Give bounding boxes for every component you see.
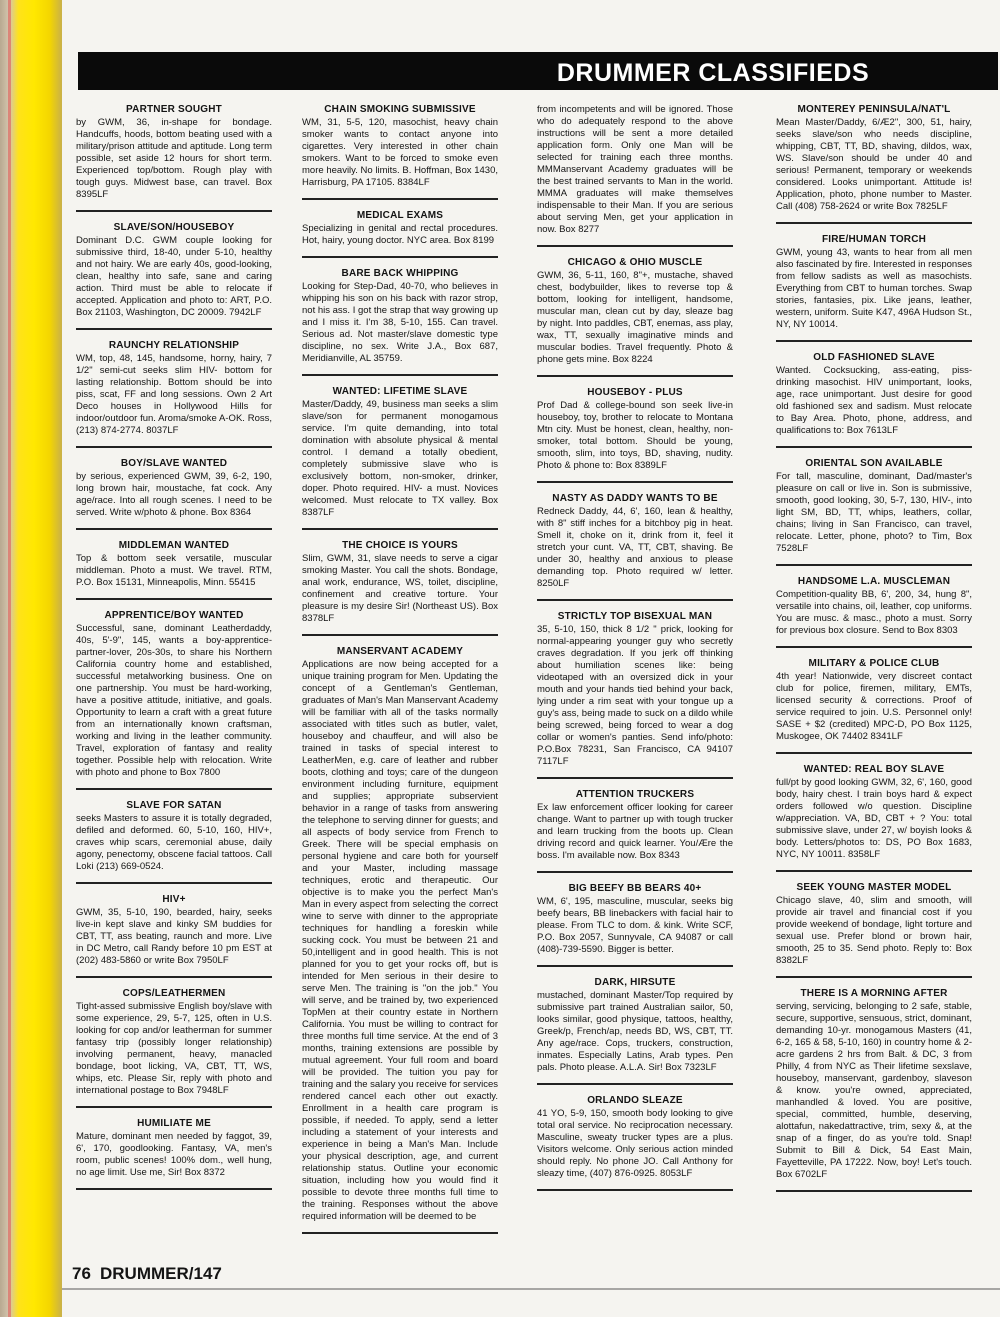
ad-title: STRICTLY TOP BISEXUAL MAN <box>557 611 713 622</box>
ad-title: SLAVE FOR SATAN <box>126 800 222 811</box>
classified-ad <box>537 257 733 366</box>
spine-fold-line <box>8 0 11 1317</box>
ad-body: WM, 6', 195, masculine, muscular, seeks big beefy bears, BB linebackers with facial hair to please. From TLC to dom. & kink. Write SCF, P.O. Box 2057, Sunnyvale, CA 94087 or call (408)-739-5590. Bigger is better. <box>537 896 733 955</box>
ad-title: BARE BACK WHIPPING <box>341 268 459 279</box>
ad-divider <box>537 965 733 967</box>
ad-divider <box>76 598 272 600</box>
ad-body: from incompetents and will be ignored. Those who do adequately respond to the above instructions will be sent a more detailed application form. Only one Man will be selected for training each three months. MMManservant Academy graduates will be the best trained servants to Man in the world. MMMA graduates will make themselves indispensable to their Man. If you are serious about serving Men, get your application in now. Box 8277 <box>537 104 733 235</box>
ad-divider <box>776 870 972 872</box>
ad-body: Looking for Step-Dad, 40-70, who believes in whipping his son on his back with razor strop, not his ass. I got the strap that way growing up and I miss it. I'm 38, 5-10, 155. Can travel. Serious ad. Not master/slave domestic type discipline, no sex. Write J.A., Box 687, Meridianville, AL 35759. <box>302 281 498 364</box>
classified-ad <box>76 104 272 201</box>
ad-body: Redneck Daddy, 44, 6', 160, lean & healthy, with 8" stiff inches for a bitchboy pig in heat. Smell it, choke on it, drink from it, feel it stretch your cunt. VA, TT, CBT, shaving. Be under 30, healthy and anxious to please demanding top. Photo required w/ letter. 8250LF <box>537 506 733 589</box>
classified-ad <box>302 540 498 625</box>
ad-body: For tall, masculine, dominant, Dad/master's pleasure on call or live in. Son is submissive, smooth, good looking, 30, 5-7, 130, HIV-, into light SM, BD, TT, whips, leathers, collar, chains; living in San Francisco, can travel, relocate. Letter, phone, photo? to Tim, Box 7528LF <box>776 471 972 554</box>
ad-title: RAUNCHY RELATIONSHIP <box>108 340 240 351</box>
ad-title: SEEK YOUNG MASTER MODEL <box>796 882 952 893</box>
ad-body: Ex law enforcement officer looking for career change. Want to partner up with tough trucker and learn trucking from the boots up. Clean driving record and quick learner. You/Ære the boss. I'm available now. Box 8343 <box>537 802 733 861</box>
classified-ad <box>302 646 498 1223</box>
ad-divider <box>776 752 972 754</box>
ad-title: WANTED: LIFETIME SLAVE <box>332 386 468 397</box>
ad-divider <box>776 1190 972 1192</box>
ad-title: CHICAGO & OHIO MUSCLE <box>567 257 703 268</box>
ad-title: THERE IS A MORNING AFTER <box>800 988 948 999</box>
ad-divider <box>537 871 733 873</box>
ad-title: HIV+ <box>162 894 186 905</box>
ad-title: SLAVE/SON/HOUSEBOY <box>113 222 235 233</box>
column-2 <box>302 104 498 1244</box>
ad-body: Top & bottom seek versatile, muscular middleman. Photo a must. We travel. RTM, P.O. Box 15131, Minneapolis, Minn. 55415 <box>76 553 272 588</box>
ad-body: full/pt by good looking GWM, 32, 6', 160, good body, hairy chest. I train boys hard & expect orders followed w/o question. Discipline w/appreciation. VA, BD, CBT + ? You: total submissive slave, under 27, w/ boyish looks & body. Letters/photos to: DS, PO Box 1683, NYC, NY 10011. 8358LF <box>776 777 972 860</box>
ad-title: FIRE/HUMAN TORCH <box>821 234 927 245</box>
ad-divider <box>302 1232 498 1234</box>
classified-ad <box>776 658 972 743</box>
ad-body: Prof Dad & college-bound son seek live-in houseboy, toy, brother to relocate to Montana Mtn city. Must be honest, clean, healthy, non-smoker, total bottom. Should be young, smooth, slim, into toys, BD, shaving, nudity. Photo & phone to: Box 8389LF <box>537 400 733 471</box>
classified-ad <box>537 611 733 768</box>
ad-body: WM, top, 48, 145, handsome, horny, hairy, 7 1/2" semi-cut seeks slim HIV- bottom for lasting relationship. Bottom should be into piss, scat, FF and long sessions. Own 2 Art Deco houses in Hollywood Hills for indoor/outdoor fun. Aroma/smoke A-OK. Ross, (213) 874-2774. 8037LF <box>76 353 272 436</box>
ad-divider <box>776 222 972 224</box>
ad-divider <box>76 210 272 212</box>
ad-divider <box>302 256 498 258</box>
ad-divider <box>776 976 972 978</box>
ad-title: PARTNER SOUGHT <box>126 104 222 115</box>
ad-body: Wanted. Cocksucking, ass-eating, piss-drinking masochist. HIV unimportant, looks, age, race unimportant. Just desire for good old fashioned sex and sadism. Must relocate to Bay Area. Photo, phone, address, and qualifications to: Box 7613LF <box>776 365 972 436</box>
classified-ad <box>776 234 972 331</box>
ad-body: GWM, young 43, wants to hear from all men also fascinated by fire. Interested in responses from fellow sadists as well as masochists. Everything from CBT to human torches. Swap stories, fantasies, pix. Like jeans, leather, western, uniform. Suite K47, 496A Hudson St., NY, NY 10014. <box>776 247 972 330</box>
ad-title: ATTENTION TRUCKERS <box>575 789 695 800</box>
ad-body: Chicago slave, 40, slim and smooth, will provide air travel and financial cost if you provide weekend of bondage, light torture and sexual use. Prefer blond or brown hair, smooth, 25 to 35. Send photo. Reply to: Box 8382LF <box>776 895 972 966</box>
classified-ad <box>302 268 498 365</box>
ad-divider <box>776 646 972 648</box>
ad-body: Mature, dominant men needed by faggot, 39, 6', 170, goodlooking. Fantasy, VA, men's room, public scenes! 100% dom., well hung, no age limit. Use me, Sir! Box 8372 <box>76 1131 272 1178</box>
page-number: 76 <box>72 1264 91 1283</box>
classified-ad <box>537 493 733 590</box>
classified-ad <box>76 800 272 873</box>
ad-title: COPS/LEATHERMEN <box>122 988 226 999</box>
classified-ad <box>76 1118 272 1179</box>
ad-title: HOUSEBOY - PLUS <box>587 387 683 398</box>
ad-body: Competition-quality BB, 6', 200, 34, hung 8", versatile into chains, oil, leather, cop uniforms. You are musc. & masc., photo a must. Sorry for previous box closure. Send to Box 8303 <box>776 589 972 636</box>
ad-title: BIG BEEFY BB BEARS 40+ <box>568 883 702 894</box>
ad-body: 35, 5-10, 150, thick 8 1/2 " prick, looking for normal-appearing younger guy who secretly craves degradation. If you jerk off thinking about humiliation scenes like: being videotaped with an oversized dick in your mouth and your hands tied behind your back, lying under a rim seat with your tongue up a guy's ass, being made to suck on a dildo while being screwed, being forced to wear a dog collar or women's panties. Send info/photo: P.O.Box 78231, San Francisco, CA 94107 7117LF <box>537 624 733 767</box>
ad-body: Applications are now being accepted for a unique training program for Men. Updating the concept of a Gentleman's Gentleman, graduates of Man's Man Manservant Academy will be familiar with all of the tasks normally associated with titles such as butler, valet, houseboy and chauffeur, and will also be trained in tasks of special interest to LeatherMen, e.g. care of leather and rubber boots, clothing and toys; care of the dungeon environment including furniture, equipment and supplies; appropriate subservient behavior in a range of tasks from answering the telephone to serving dinner for guests; and all aspects of body service from French to Greek. There will be special emphasis on personal hygiene and care both for yourself and your Master, including massage techniques, erotic and therapeutic. Our objective is to make you the perfect Man's Man in every aspect from selecting the correct wine to serve with dinner to the appropriate techniques for handling a foreskin while sucking cock. You must be between 21 and 50,intelligent and in good health. This is not planned for you to get your rocks off, but is intended for Men serious in their desire to serve Men. The training is "on the job." You will serve, and be trained by, two experienced TopMen at their country estate in Northern California. You must be willing to contract for three months full time service. At the end of 3 months, training extensions are possible by mutual agreement. Your full room and board will be provided. The tuition you pay for training and the salary you receive for services rendered cancel each other out exactly. Enrollment in a health care program is possible, if needed. To apply, send a letter including a statement of your interests and experience in being a Man's Man. Include your physical description, age, and current relationship status. Outline your economic situation, including how you would find it possible to devote three months full time to the training. Responses without the above required information will be deemed to be <box>302 659 498 1222</box>
ad-divider <box>537 245 733 247</box>
ad-title: DARK, HIRSUTE <box>594 977 676 988</box>
ad-divider <box>537 481 733 483</box>
magazine-issue: DRUMMER/147 <box>100 1264 222 1283</box>
ad-title: OLD FASHIONED SLAVE <box>813 352 935 363</box>
ad-body: 4th year! Nationwide, very discreet contact club for police, firemen, military, EMTs, licensed security & corrections. Proof of service required to join. U.S. Personnel only! SASE + $2 (credited) MPC-D, PO Box 1125, Muskogee, OK 74402 8341LF <box>776 671 972 742</box>
classified-ad <box>302 386 498 519</box>
ad-body: Mean Master/Daddy, 6/Æ2", 300, 51, hairy, seeks slave/son who needs discipline, whipping, CBT, TT, BD, shaving, dildos, wax, WS. Slave/son should be under 40 and serious! Permanent, temporary or weekends considered. Looks unimportant. Attitude is! Application, photo, phone number to Master. Call (408) 758-2624 or write Box 7825LF <box>776 117 972 212</box>
classified-ad <box>76 340 272 437</box>
ad-divider <box>302 198 498 200</box>
footer-rule <box>62 1288 1000 1290</box>
ad-divider <box>76 328 272 330</box>
classified-ad <box>76 540 272 589</box>
ad-body: serving, servicing, belonging to 2 safe, stable, secure, supportive, sensuous, strict, dominant, demanding 10-yr. monogamous Masters (41, 6-2, 165 & 58, 5-10, 160) in country home & 2-acre gardens 2 hrs from Balt. & DC, 3 from Philly, 4 from NYC as Their lifetime sexslave, houseboy, manservant, gardenboy, slaveson & know. you're owned, appreciated, manhandled & loved. You are positive, special, committed, humble, deserving, alottafun, nakedattractive, trim, sexy &, at the snap of a finger, do as you're told. Snap! Submit to Bill & Dick, 54 East Main, Fayetteville, PA 17222. Now, boy! Let's touch. Box 6702LF <box>776 1001 972 1180</box>
ad-divider <box>776 564 972 566</box>
ad-divider <box>76 528 272 530</box>
ad-divider <box>776 446 972 448</box>
ad-title: MANSERVANT ACADEMY <box>336 646 464 657</box>
magazine-page <box>62 0 1000 1317</box>
ad-title: MILITARY & POLICE CLUB <box>808 658 940 669</box>
ad-title: HANDSOME L.A. MUSCLEMAN <box>797 576 951 587</box>
ad-body: Tight-assed submissive English boy/slave with some experience, 29, 5-7, 125, often in U.S. looking for cop and/or leatherman for summer fantasy trip (possibly longer relationship) involving permanent, heavy, manacled bondage, boot licking, VA, CBT, TT, WS, whips, etc. Please Sir, reply with photo and international postage to Box 7948LF <box>76 1001 272 1096</box>
ad-body: by GWM, 36, in-shape for bondage. Handcuffs, hoods, bottom beating used with a military/prison attitude and aptitude. Long term possible, set aside 12 hours for short term. Experienced top/bottom. Rough play with tough guys. Midwest base, can travel. Box 8395LF <box>76 117 272 200</box>
ad-divider <box>537 1189 733 1191</box>
ad-divider <box>76 1106 272 1108</box>
ad-title: ORIENTAL SON AVAILABLE <box>805 458 943 469</box>
ad-divider <box>537 375 733 377</box>
classified-ad <box>776 576 972 637</box>
ad-divider <box>302 634 498 636</box>
ad-divider <box>537 777 733 779</box>
classified-ad <box>776 352 972 437</box>
ad-title: WANTED: REAL BOY SLAVE <box>803 764 945 775</box>
ad-body: WM, 31, 5-5, 120, masochist, heavy chain smoker wants to contact anyone into cigarettes. Very interested in other chain smokers. Want to be forced to smoke even more heavily. No limits. B. Hoffman, Box 1430, Harrisburg, PA 17105. 8384LF <box>302 117 498 188</box>
ad-title: MIDDLEMAN WANTED <box>118 540 230 551</box>
ad-divider <box>537 1083 733 1085</box>
classified-ad <box>302 210 498 247</box>
ad-title: NASTY AS DADDY WANTS TO BE <box>552 493 718 504</box>
ad-body: Dominant D.C. GWM couple looking for submissive third, 18-40, under 5-10, healthy and not hairy. We are early 40s, good-looking, clean, healthy into safe, sane and caring action. Third must be able to relocate if accepted. Application and photo to: ART, P.O. Box 21103, Washington, DC 20009. 7942LF <box>76 235 272 318</box>
ad-divider <box>76 976 272 978</box>
ad-divider <box>302 528 498 530</box>
ad-title: HUMILIATE ME <box>137 1118 211 1129</box>
classified-ad <box>537 387 733 472</box>
classified-ad <box>776 988 972 1181</box>
ad-divider <box>537 599 733 601</box>
classified-ad <box>537 104 733 236</box>
classified-ad <box>776 882 972 967</box>
ad-body: GWM, 36, 5-11, 160, 8"+, mustache, shaved chest, bodybuilder, likes to reverse top & bottom, looking for intelligent, handsome, muscular man, clean cut by day, sleaze bag by night. Into paddles, CBT, enemas, ass play, wax, TT, sexually imaginative minds and muscular bodies. Travel frequently. Photo & phone gets mine. Box 8224 <box>537 270 733 365</box>
classified-ad <box>537 789 733 862</box>
ad-divider <box>76 446 272 448</box>
ad-divider <box>76 882 272 884</box>
classified-ad <box>76 222 272 319</box>
ad-title: MEDICAL EXAMS <box>356 210 444 221</box>
ad-body: Slim, GWM, 31, slave needs to serve a cigar smoking Master. You call the shots. Bondage, anal work, endurance, WS, toilet, discipline, confinement and creative torture. Your pleasure is my desire Sir! (Northeast US). Box 8378LF <box>302 553 498 624</box>
ad-divider <box>302 374 498 376</box>
classified-ad <box>76 610 272 779</box>
classified-ad <box>76 894 272 967</box>
ad-divider <box>776 340 972 342</box>
column-4 <box>776 104 972 1202</box>
ad-body: Specializing in genital and rectal procedures. Hot, hairy, young doctor. NYC area. Box 8199 <box>302 223 498 246</box>
classified-ad <box>76 458 272 519</box>
ad-title: CHAIN SMOKING SUBMISSIVE <box>324 104 476 115</box>
ad-title: MONTEREY PENINSULA/NAT'L <box>797 104 951 115</box>
classified-ad <box>776 764 972 861</box>
ad-divider <box>76 1188 272 1190</box>
ad-title: APPRENTICE/BOY WANTED <box>104 610 244 621</box>
classified-ad <box>537 1095 733 1180</box>
ad-body: by serious, experienced GWM, 39, 6-2, 190, long brown hair, moustache, fat cock. Any age/race. Into all rough scenes. I need to be served. Write w/photo & phone. Box 8364 <box>76 471 272 518</box>
ad-body: seeks Masters to assure it is totally degraded, defiled and deformed. 60, 5-10, 160, HIV+, craves whip scars, ceremonial abuse, daily agony, penectomy, obscene facial tattoos. Call Loki (213) 669-0524. <box>76 813 272 872</box>
classified-ad <box>76 988 272 1097</box>
ad-body: Master/Daddy, 49, business man seeks a slim slave/son for permanent monogamous service. I'm quite demanding, into total domination with absolute physical & mental control. I demand a totally obedient, completely submissive slave who is exclusively bottom, non-smoker, drinker, doper. Photo required. HIV- a must. Novices welcomed. Must relocate to TX valley. Box 8387LF <box>302 399 498 518</box>
ad-body: Successful, sane, dominant Leatherdaddy, 40s, 5'-9", 145, wants a boy-apprentice-partner-lover, 20s-30s, to share his Northern California country home and established, successful metalworking business. One on one partnership. You must be hard-working, have a positive attitude, initiative, and goals. Opportunity to learn a craft with a great future from an internationally known craftsman, working and living in the leather community. Travel, exploration of fantasy and reality together. Possible help with relocation. Write with photo and phone to Box 7800 <box>76 623 272 778</box>
column-3 <box>537 104 733 1201</box>
classified-ad <box>776 458 972 555</box>
ad-body: mustached, dominant Master/Top required by submissive part trained Australian sailor, 50, looks similar, good physique, tattoos, healthy, Greek/p, French/ap, needs BD, WS, CBT, TT. Any age/race. Cops, truckers, construction, inmates. Especially Latins, Arab types. Pen pals. Photo please. A.L.A. Sir! Box 7323LF <box>537 990 733 1073</box>
page-title: DRUMMER CLASSIFIEDS <box>556 59 870 87</box>
column-1 <box>76 104 272 1200</box>
classified-ad <box>302 104 498 189</box>
ad-body: 41 YO, 5-9, 150, smooth body looking to give total oral service. No reciprocation necessary. Masculine, sweaty trucker types are a plus. Visitors welcome. Only serious action minded should reply. No phone JO. Call Anthony for sleazy time, (407) 876-0925. 8053LF <box>537 1108 733 1179</box>
classified-ad <box>776 104 972 213</box>
ad-divider <box>76 788 272 790</box>
ad-title: BOY/SLAVE WANTED <box>120 458 228 469</box>
classified-ad <box>537 883 733 956</box>
ad-title: THE CHOICE IS YOURS <box>342 540 458 551</box>
ad-body: GWM, 35, 5-10, 190, bearded, hairy, seeks live-in kept slave and kinky SM buddies for CBT, TT, ass beating, raunch and more. Live in DC Metro, call Randy before 10 pm EST at (202) 483-5860 or write Box 7950LF <box>76 907 272 966</box>
ad-title: ORLANDO SLEAZE <box>587 1095 683 1106</box>
header-banner <box>78 52 998 90</box>
classified-ad <box>537 977 733 1074</box>
